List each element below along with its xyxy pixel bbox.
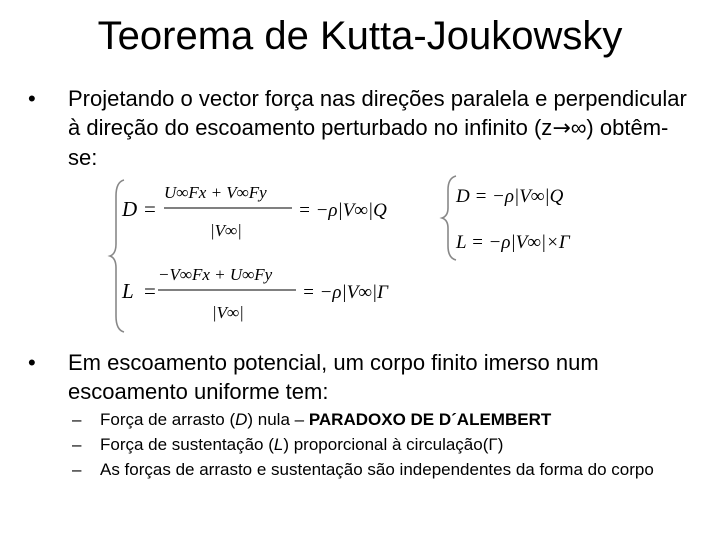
subitem-drag-var: D bbox=[235, 410, 248, 429]
eq-d-equals: = bbox=[144, 197, 156, 221]
eq-d-numerator: U∞Fx + V∞Fy bbox=[164, 183, 267, 202]
subitem-independence-text: As forças de arrasto e sustentação são independentes da forma do corpo bbox=[100, 460, 654, 479]
eq-d-denominator: |V∞| bbox=[210, 221, 242, 240]
equations-left bbox=[110, 180, 389, 332]
subitem-drag-paradox: PARADOXO DE D´ALEMBERT bbox=[308, 410, 552, 429]
subitem-drag-text bbox=[100, 408, 680, 432]
bullet-marker: • bbox=[28, 350, 36, 375]
subitem-lift-post: ) proporcional à circulação(Γ) bbox=[283, 435, 504, 454]
bullet-projection-pre: Projetando o vector força nas direções paralela e perpendicular à direção do escoamento perturbado no infinito (z bbox=[68, 86, 687, 140]
eq-vector-l: L = −ρ|V∞|×Γ bbox=[456, 232, 570, 253]
bullet-potential-flow-text: Em escoamento potencial, um corpo finito imerso num escoamento uniforme tem: bbox=[68, 350, 599, 404]
equations-right bbox=[442, 176, 571, 260]
eq-l-denominator: |V∞| bbox=[212, 303, 244, 322]
subitem-lift-text bbox=[100, 433, 680, 457]
eq-vector-d: D = −ρ|V∞|Q bbox=[456, 186, 564, 207]
eq-d-lhs: D bbox=[122, 197, 138, 221]
subitem-drag-mid: ) nula – bbox=[247, 410, 309, 429]
eq-l-equals: = bbox=[144, 279, 156, 303]
eq-l-lhs: L bbox=[122, 279, 134, 303]
slide-title: Teorema de Kutta-Joukowsky bbox=[97, 14, 623, 58]
sub-dash: – bbox=[72, 460, 82, 479]
sub-dash: – bbox=[72, 435, 82, 454]
bullet-marker: • bbox=[28, 86, 36, 111]
eq-l-numerator: −V∞Fx + U∞Fy bbox=[158, 265, 273, 284]
subitem-drag-pre: Força de arrasto ( bbox=[100, 410, 236, 429]
arrow-right-icon: → bbox=[552, 116, 571, 141]
eq-d-rhs: = −ρ|V∞|Q bbox=[298, 200, 387, 221]
eq-l-rhs: = −ρ|V∞|Γ bbox=[302, 282, 388, 303]
sub-dash: – bbox=[72, 410, 82, 429]
bullet-projection-post: ∞) obtêm-se: bbox=[68, 115, 669, 170]
subitem-lift-var: L bbox=[273, 435, 284, 454]
right-brace bbox=[442, 176, 456, 260]
subitem-lift-pre: Força de sustentação ( bbox=[100, 435, 274, 454]
